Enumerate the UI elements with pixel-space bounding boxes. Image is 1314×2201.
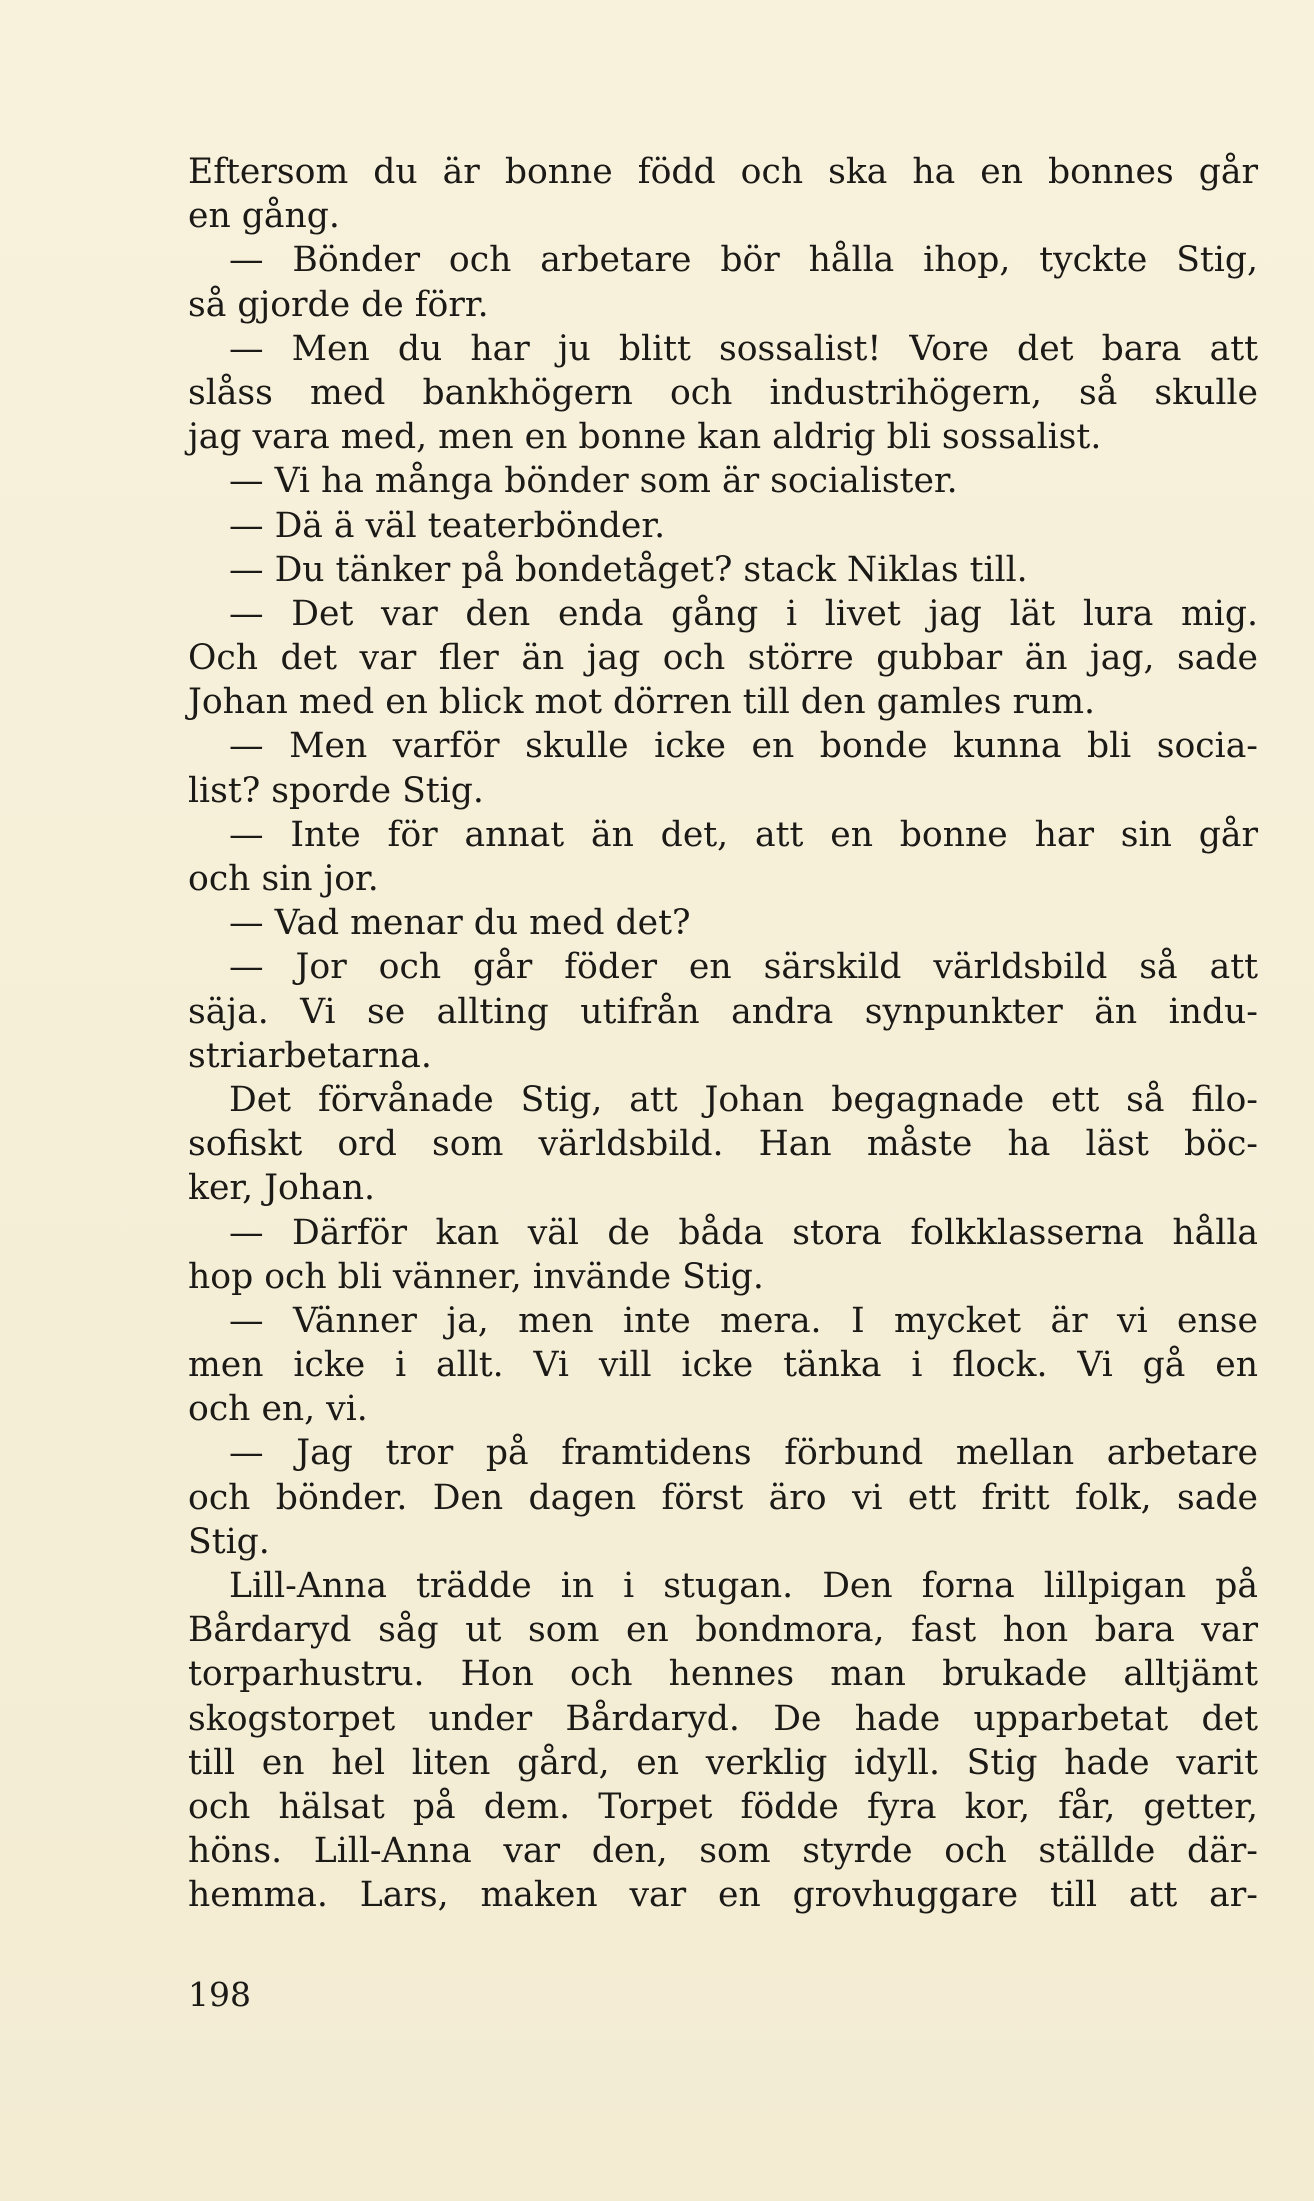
text-line: höns. Lill-Anna var den, som styrde och ställde där- [188,1831,1258,1872]
text-line: slåss med bankhögern och industrihögern, så skulle [188,372,1258,413]
text-line: så gjorde de förr. [188,284,489,325]
text-line: skogstorpet under Bårdaryd. De hade upparbetat det [188,1698,1258,1739]
text-line: — Vänner ja, men inte mera. I mycket är vi ense [229,1300,1258,1341]
text-line: Johan med en blick mot dörren till den gamles rum. [188,682,1096,723]
text-line: sofiskt ord som världsbild. Han måste ha läst böc- [188,1124,1258,1165]
text-line: Det förvånade Stig, att Johan begagnade ett så filo- [229,1079,1258,1120]
text-line: Eftersom du är bonne född och ska ha en bonnes går [188,152,1258,192]
body-text [188,150,1258,1918]
text-line: ker, Johan. [188,1168,375,1209]
text-line: hop och bli vänner, invände Stig. [188,1256,764,1297]
text-line: — Därför kan väl de båda stora folkklasserna hålla [229,1212,1258,1253]
text-line: — Jor och går föder en särskild världsbild så att [229,947,1258,988]
text-line: — Inte för annat än det, att en bonne har sin går [229,814,1258,855]
text-line: Stig. [188,1521,270,1562]
text-line: — Men du har ju blitt sossalist! Vore det bara att [229,328,1258,369]
text-line: men icke i allt. Vi vill icke tänka i flock. Vi gå en [188,1345,1258,1386]
text-line: till en hel liten gård, en verklig idyll. Stig hade varit [188,1742,1258,1783]
text-line: — Du tänker på bondetåget? stack Niklas till. [229,549,1028,590]
page-number: 198 [188,1975,251,2014]
text-line: säja. Vi se allting utifrån andra synpunkter än indu- [188,991,1258,1032]
text-line: list? sporde Stig. [188,770,484,811]
text-line: striarbetarna. [188,1035,432,1076]
text-line: — Det var den enda gång i livet jag lät lura mig. [229,593,1258,634]
text-line: — Dä ä väl teaterbönder. [229,505,666,546]
text-line: — Bönder och arbetare bör hålla ihop, tyckte Stig, [229,240,1258,281]
text-line: och en, vi. [188,1389,368,1430]
text-line: Och det var fler än jag och större gubbar än jag, sade [188,638,1258,679]
text-line: jag vara med, men en bonne kan aldrig bli sossalist. [188,417,1102,458]
text-line: — Vad menar du med det? [229,903,691,944]
text-line: och sin jor. [188,859,379,899]
text-line: hemma. Lars, maken var en grovhuggare till att ar- [188,1875,1258,1916]
text-line: — Vi ha många bönder som är socialister. [229,461,958,502]
text-line: torparhustru. Hon och hennes man brukade alltjämt [188,1654,1258,1695]
text-line: — Men varför skulle icke en bonde kunna bli socia- [229,726,1258,767]
text-line: en gång. [188,196,340,237]
text-line: och hälsat på dem. Torpet födde fyra kor, får, getter, [188,1786,1258,1827]
text-line: Bårdaryd såg ut som en bondmora, fast hon bara var [188,1610,1258,1651]
text-line: — Jag tror på framtidens förbund mellan arbetare [229,1433,1258,1474]
text-line: Lill-Anna trädde in i stugan. Den forna lillpigan på [229,1566,1258,1606]
text-line: och bönder. Den dagen först äro vi ett fritt folk, sade [188,1477,1258,1518]
